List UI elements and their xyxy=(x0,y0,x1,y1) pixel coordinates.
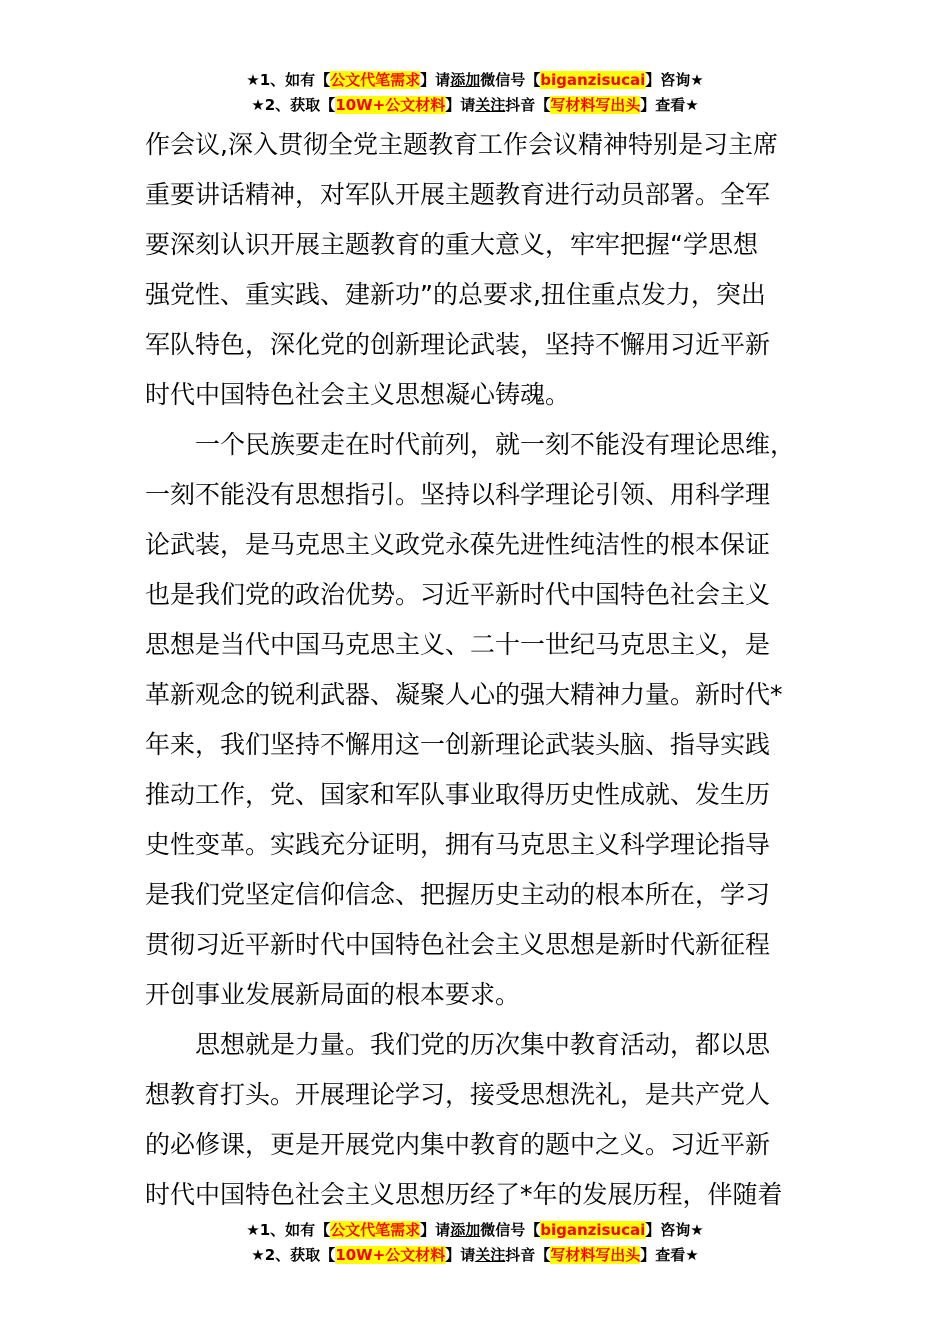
body-line: 军队特色，深化党的创新理论武装，坚持不懈用习近平新 xyxy=(145,330,771,359)
body-line: 史性变革。实践充分证明，拥有马克思主义科学理论指导 xyxy=(145,830,771,859)
body-line: 一刻不能没有思想指引。坚持以科学理论引领、用科学理 xyxy=(145,480,771,509)
header-line-1-highlight-wechat: biganzisucai xyxy=(540,71,646,89)
body-line: 也是我们党的政治优势。习近平新时代中国特色社会主义 xyxy=(145,580,771,609)
body-line: 年来，我们坚持不懈用这一创新理论武装头脑、指导实践 xyxy=(145,730,771,759)
body-line: 论武装，是马克思主义政党永葆先进性纯洁性的根本保证 xyxy=(145,530,771,559)
body-line: 想教育打头。开展理论学习，接受思想洗礼，是共产党人 xyxy=(145,1080,771,1109)
header-line-2-underlined: 关注 xyxy=(475,96,506,114)
header-line-2 xyxy=(0,93,950,118)
header-line-1-text-b: 微信号【 xyxy=(480,71,541,89)
footer-line-1 xyxy=(0,1218,950,1243)
body-line: 强党性、重实践、建新功”的总要求,扭住重点发力，突出 xyxy=(145,280,766,309)
footer-line-2-text-b: 抖音【 xyxy=(505,1246,551,1264)
footer-line-2 xyxy=(0,1243,950,1268)
footer-line-1-highlight-service: 公文代笔需求 xyxy=(330,1221,421,1239)
header-line-1-text-a: 】请 xyxy=(420,71,451,89)
footer-line-1-text-a: 】请 xyxy=(420,1221,451,1239)
footer-line-2-highlight-materials: 10W+公文材料 xyxy=(335,1246,446,1264)
footer-line-2-text-a: 】请 xyxy=(445,1246,476,1264)
footer-line-1-underlined: 添加 xyxy=(450,1221,481,1239)
body-line: 思想是当代中国马克思主义、二十一世纪马克思主义，是 xyxy=(145,630,771,659)
footer-line-2-suffix: 】查看★ xyxy=(640,1246,699,1264)
header-line-1 xyxy=(0,68,950,93)
body-line: 时代中国特色社会主义思想凝心铸魂。 xyxy=(145,380,571,409)
header-line-2-text-a: 】请 xyxy=(445,96,476,114)
header-line-2-highlight-douyin: 写材料写出头 xyxy=(550,96,641,114)
body-line: 革新观念的锐利武器、凝聚人心的强大精神力量。新时代* xyxy=(145,680,783,709)
footer-line-1-highlight-wechat: biganzisucai xyxy=(540,1221,646,1239)
header-line-1-suffix: 】咨询★ xyxy=(645,71,704,89)
paragraph-start-line: 思想就是力量。我们党的历次集中教育活动，都以思 xyxy=(195,1030,771,1059)
header-line-2-prefix: ★2、获取【 xyxy=(251,96,336,114)
document-body xyxy=(145,120,825,1220)
header-banner xyxy=(0,68,950,118)
footer-line-2-highlight-douyin: 写材料写出头 xyxy=(550,1246,641,1264)
footer-line-2-prefix: ★2、获取【 xyxy=(251,1246,336,1264)
body-line: 贯彻习近平新时代中国特色社会主义思想是新时代新征程 xyxy=(145,930,771,959)
footer-line-2-underlined: 关注 xyxy=(475,1246,506,1264)
header-line-2-highlight-materials: 10W+公文材料 xyxy=(335,96,446,114)
footer-line-1-prefix: ★1、如有【 xyxy=(246,1221,331,1239)
body-line: 要深刻认识开展主题教育的重大意义，牢牢把握“学思想 xyxy=(145,230,758,259)
header-line-2-suffix: 】查看★ xyxy=(640,96,699,114)
footer-line-1-suffix: 】咨询★ xyxy=(645,1221,704,1239)
header-line-2-text-b: 抖音【 xyxy=(505,96,551,114)
paragraph-start-line: 一个民族要走在时代前列，就一刻不能没有理论思维， xyxy=(195,430,796,459)
body-line: 开创事业发展新局面的根本要求。 xyxy=(145,980,521,1009)
body-line: 推动工作，党、国家和军队事业取得历史性成就、发生历 xyxy=(145,780,771,809)
header-line-1-highlight-service: 公文代笔需求 xyxy=(330,71,421,89)
body-line: 时代中国特色社会主义思想历经了*年的发展历程，伴随着 xyxy=(145,1180,783,1209)
body-line: 的必修课，更是开展党内集中教育的题中之义。习近平新 xyxy=(145,1130,771,1159)
header-line-1-underlined: 添加 xyxy=(450,71,481,89)
body-line: 是我们党坚定信仰信念、把握历史主动的根本所在，学习 xyxy=(145,880,771,909)
footer-banner xyxy=(0,1218,950,1268)
footer-line-1-text-b: 微信号【 xyxy=(480,1221,541,1239)
header-line-1-prefix: ★1、如有【 xyxy=(246,71,331,89)
body-line: 作会议,深入贯彻全党主题教育工作会议精神特别是习主席 xyxy=(145,130,778,159)
body-line: 重要讲话精神，对军队开展主题教育进行动员部署。全军 xyxy=(145,180,771,209)
